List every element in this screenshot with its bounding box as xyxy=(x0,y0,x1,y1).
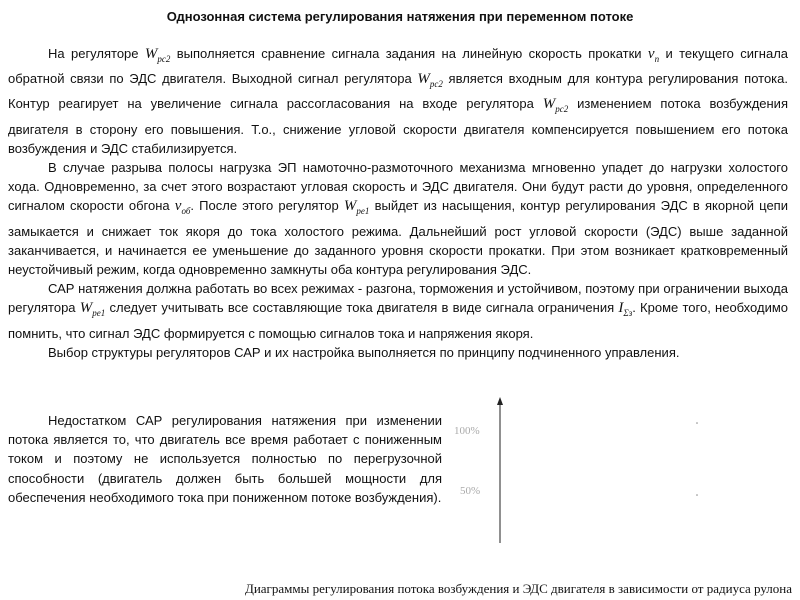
var-i-sum: $I_{\Sigma з}$ xyxy=(618,300,633,319)
var-w-pe1: $W_{ре1}$ xyxy=(79,300,106,319)
diagram-point xyxy=(696,494,698,496)
var-v-n: $v_п$ xyxy=(647,46,660,64)
label-100-percent: 100% xyxy=(454,425,480,437)
paragraph-2: В случае разрыва полосы нагрузка ЭП намоточно-размоточного механизма мгновенно упадет до нагрузки холостого хода. Одновременно, за счет этого возрастают угловая скорость и ЭДС двигателя. Они будут расти до уровня, определенного сигналом скорости обгона $v_{об}$. После этого регулятор $W_{ре1}$ выйдет из насыщения, контур регулирования ЭДС в якорной цепи замыкается и снижает ток якоря до тока холостого режима. Дальнейший рост угловой скорости (ЭДС) выше заданной заканчивается, и начинается ее уменьшение до заданного уровня скорости прокатки. При этом возникает кратковременный неустойчивый режим, когда одновременно замкнуты оба контура регулирования ЭДС. xyxy=(8,160,788,278)
paragraph-1: На регуляторе $W_{рс2}$ выполняется сравнение сигнала задания на линейную скорость прокатки $v_п$ и текущего сигнала обратной связи по ЭДС двигателя. Выходной сигнал регулятора $W_{рс2}$ является входным для контура регулирования потока. Контур реагирует на увеличение сигнала рассогласования на входе регулятора $W_{рс2}$ изменением потока возбуждения двигателя в сторону его повышения. Т.о., снижение угловой скорости двигателя компенсируется повышением его потока возбуждения и ЭДС стабилизируется. xyxy=(8,46,789,156)
label-50-percent: 50% xyxy=(460,485,481,497)
var-w-pc2: $W_{рс2}$ xyxy=(542,96,569,115)
diagram xyxy=(450,395,790,545)
page-title: Однозонная система регулирования натяжения при переменном потоке xyxy=(166,9,634,24)
diagram-axes xyxy=(450,395,790,545)
figure-caption: Диаграммы регулирования потока возбуждения и ЭДС двигателя в зависимости от радиуса рулона xyxy=(244,581,792,596)
paragraph-3: САР натяжения должна работать во всех режимах - разгона, торможения и устойчивом, поэтому при ограничении выхода регулятора $W_{ре1}$ следует учитывать все составляющие тока двигателя в виде сигнала ограничения $I_{\Sigma з}$. Кроме того, необходимо помнить, что сигнал ЭДС формируется с помощью сигналов тока и напряжения якоря. xyxy=(8,281,788,341)
var-v-ob: $v_{об}$ xyxy=(174,198,191,217)
paragraph-5-column xyxy=(8,411,442,507)
paragraph-5: Недостатком САР регулирования натяжения при изменении потока является то, что двигатель все время работает с пониженным током и поэтому не используется полностью по перегрузочной способности (двигатель должен быть большей мощности для обеспечения необходимого тока при пониженном потоке возбуждения). xyxy=(8,413,442,505)
diagram-point xyxy=(696,422,698,424)
var-w-pc2: $W_{рс2}$ xyxy=(417,71,443,90)
y-axis-arrow-icon xyxy=(497,397,503,405)
var-w-pe1: $W_{ре1}$ xyxy=(343,198,370,217)
var-w-pc2: $W_{рс2}$ xyxy=(144,46,171,64)
paragraph-4: Выбор структуры регуляторов САР и их настройка выполняется по принципу подчиненного управления. xyxy=(48,344,680,360)
main-text xyxy=(8,44,788,362)
